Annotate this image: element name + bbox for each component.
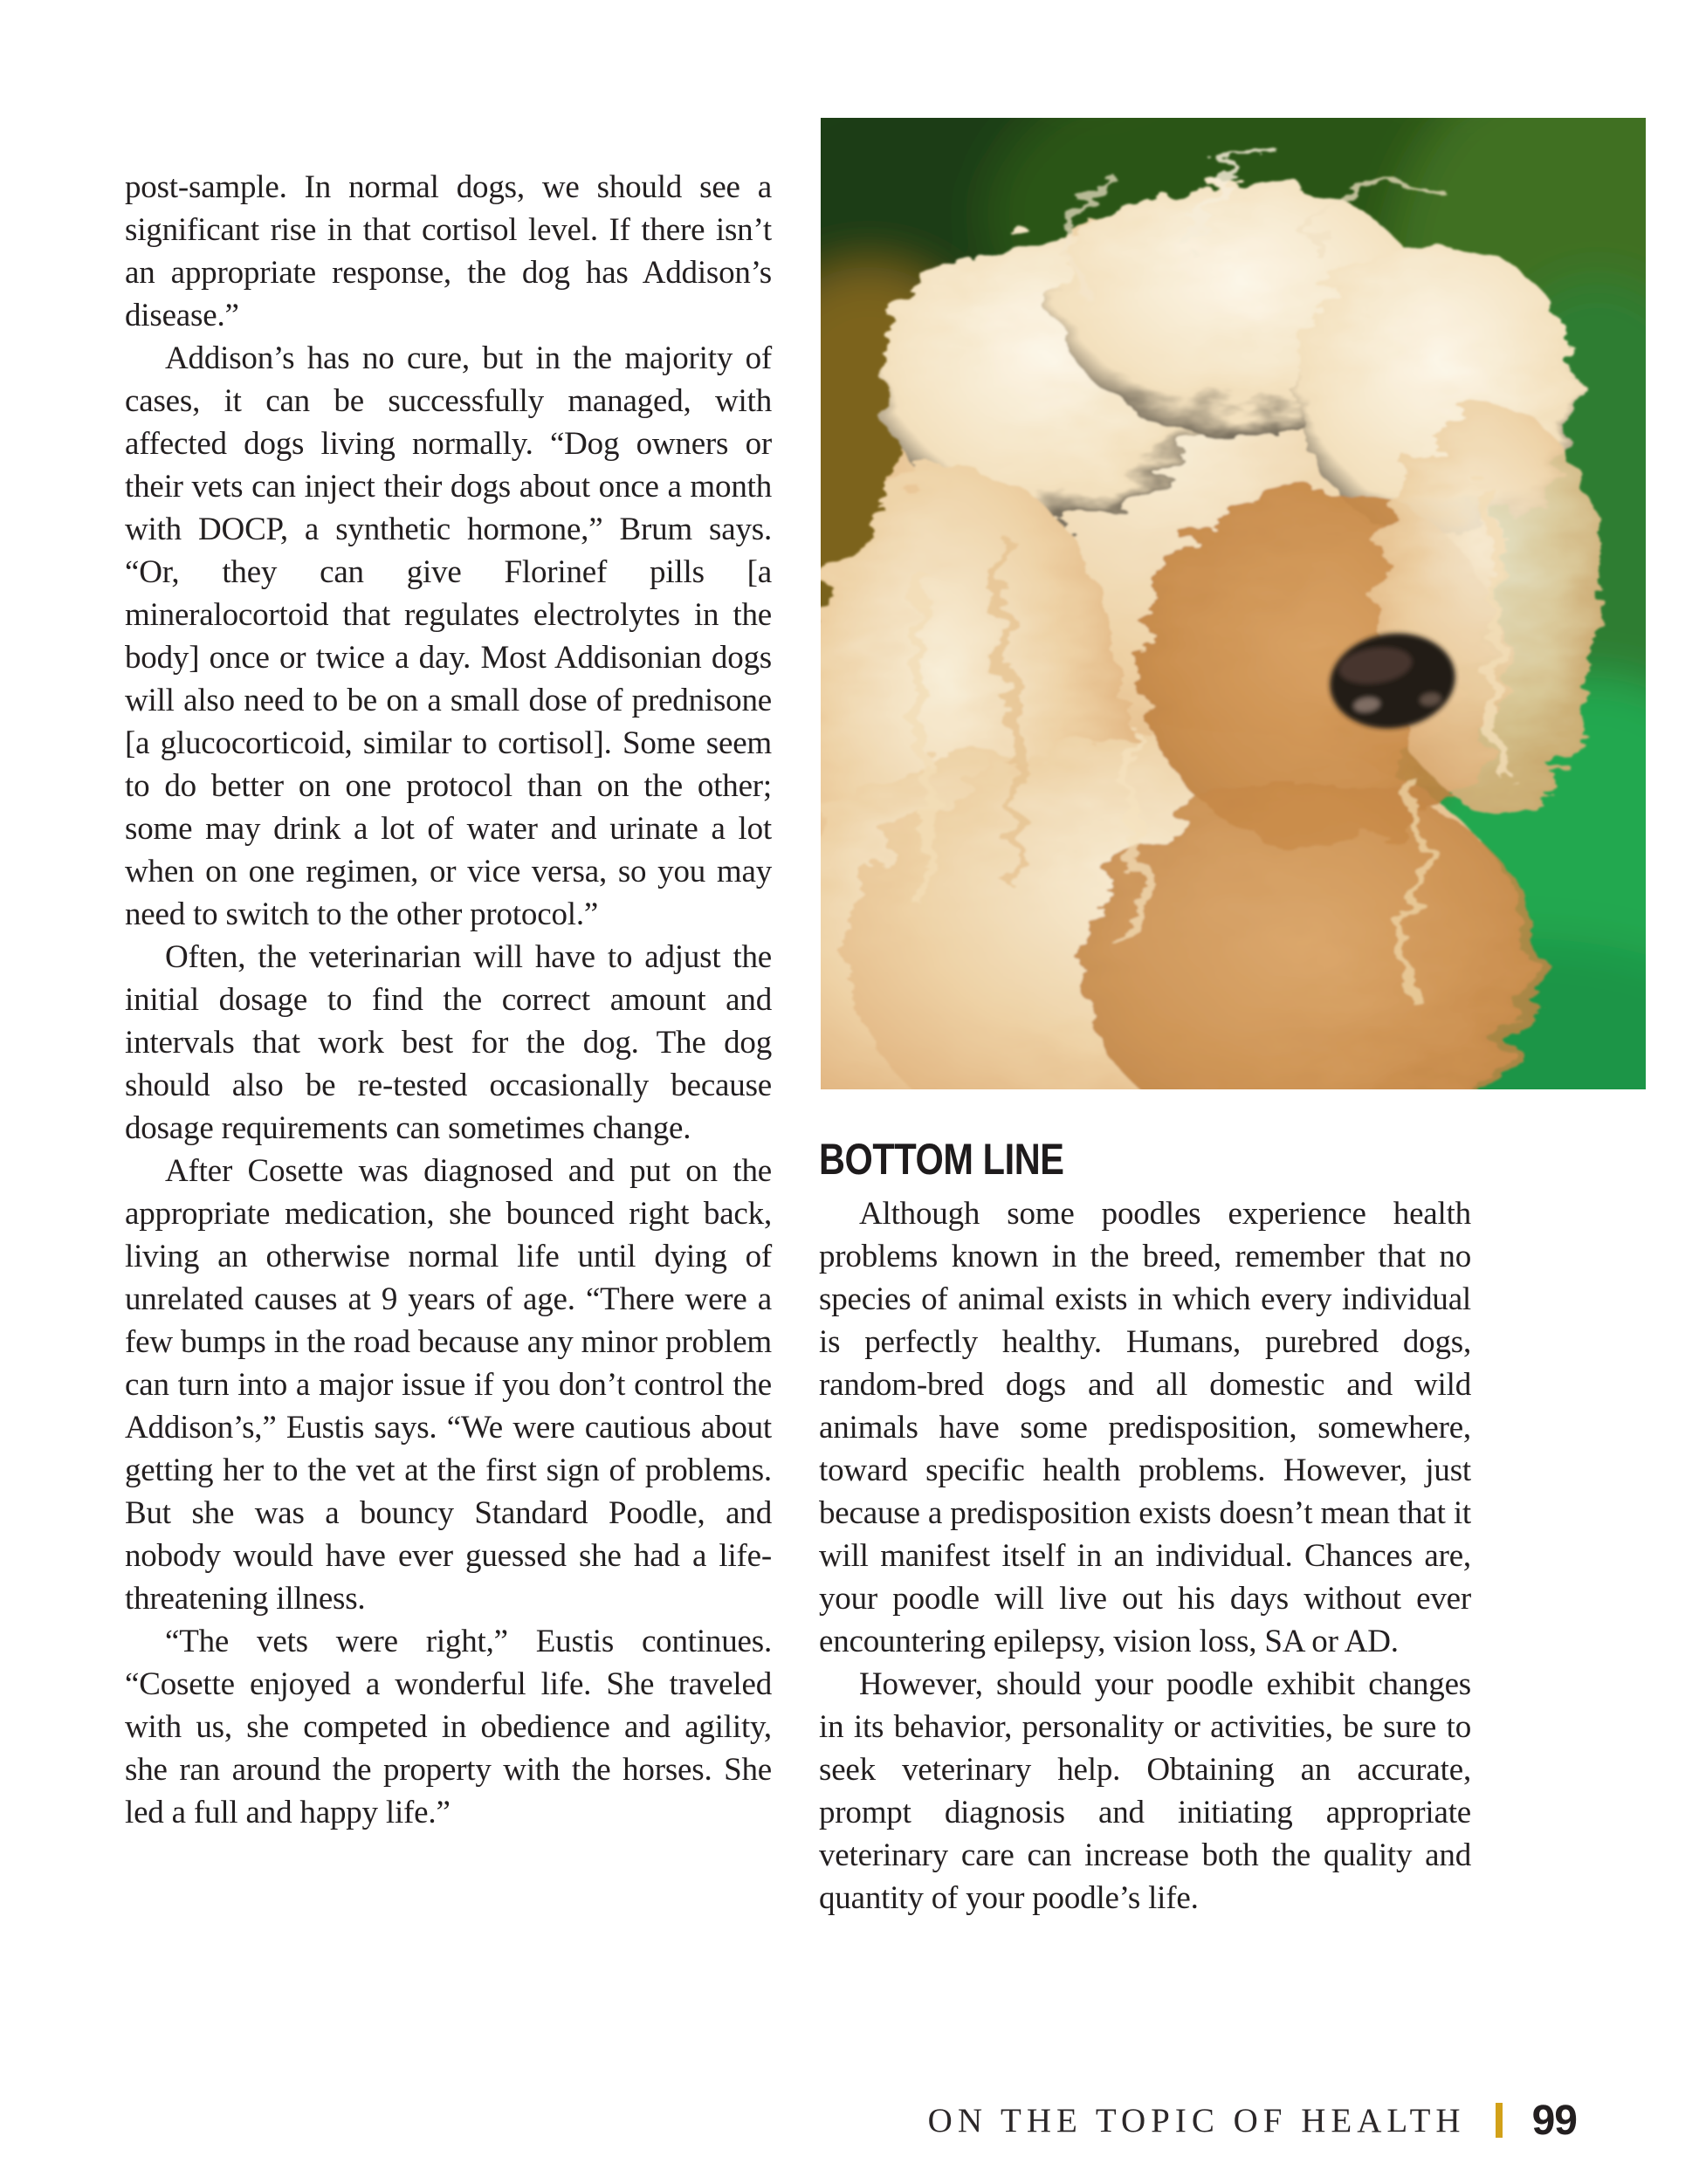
body-paragraph: Often, the veterinarian will have to adjust the initial dosage to find the correct amount and intervals that work best for the dog. The dog should also be re-tested occasionally because dosage requirements can sometimes change. [125,939,772,1146]
left-column [125,166,772,1834]
poodle-photo-illustration [821,118,1646,1089]
footer-page-number: 99 [1531,2097,1577,2144]
footer-divider-bar [1496,2103,1503,2138]
body-paragraph: “The vets were right,” Eustis continues. “Cosette enjoyed a wonderful life. She traveled with us, she competed in obedience and agility, she ran around the property with the horses. She led a full and happy life.” [125,1624,772,1830]
body-paragraph: post-sample. In normal dogs, we should see a significant rise in that cortisol level. If there isn’t an appropriate response, the dog has Addison’s disease.” [125,169,772,333]
poodle-photo [821,118,1646,1089]
footer-section-label: ON THE TOPIC OF HEALTH [927,2101,1466,2139]
body-paragraph: Addison’s has no cure, but in the majority of cases, it can be successfully managed, with affected dogs living normally. “Dog owners or their vets can inject their dogs about once a month with DOCP, a synthetic hormone,” Brum says. “Or, they can give Florinef pills [a mineralocortoid that regulates electrolytes in the body] once or twice a day. Most Addisonian dogs will also need to be on a small dose of prednisone [a glucocorticoid, similar to cortisol]. Some seem to do better on one protocol than on the other; some may drink a lot of water and urinate a lot when on one regimen, or vice versa, so you may need to switch to the other protocol.” [125,340,772,932]
poodle-fur [821,148,1606,1089]
right-column [819,1137,1471,1920]
body-paragraph: After Cosette was diagnosed and put on the appropriate medication, she bounced right back, living an otherwise normal life until dying of unrelated causes at 9 years of age. “There were a few bumps in the road because any minor problem can turn into a major issue if you don’t control the Addison’s,” Eustis says. “We were cautious about getting her to the vet at the first sign of problems. But she was a bouncy Standard Poodle, and nobody would have ever guessed she had a life-threatening illness. [125,1153,772,1617]
body-paragraph: Although some poodles experience health problems known in the breed, remember that no species of animal exists in which every individual is perfectly healthy. Humans, purebred dogs, random-bred dogs and all domestic and wild animals have some predisposition, somewhere, toward specific health problems. However, just because a predisposition exists doesn’t mean that it will manifest itself in an individual. Chances are, your poodle will live out his days without ever encountering epilepsy, vision loss, SA or AD. [819,1196,1471,1659]
page-footer [819,2097,1577,2144]
body-paragraph: However, should your poodle exhibit changes in its behavior, personality or activities, be sure to seek veterinary help. Obtaining an accurate, prompt diagnosis and initiating appropriate veterinary care can increase both the quality and quantity of your poodle’s life. [819,1666,1471,1916]
section-heading: BOTTOM LINE [819,1135,1064,1184]
